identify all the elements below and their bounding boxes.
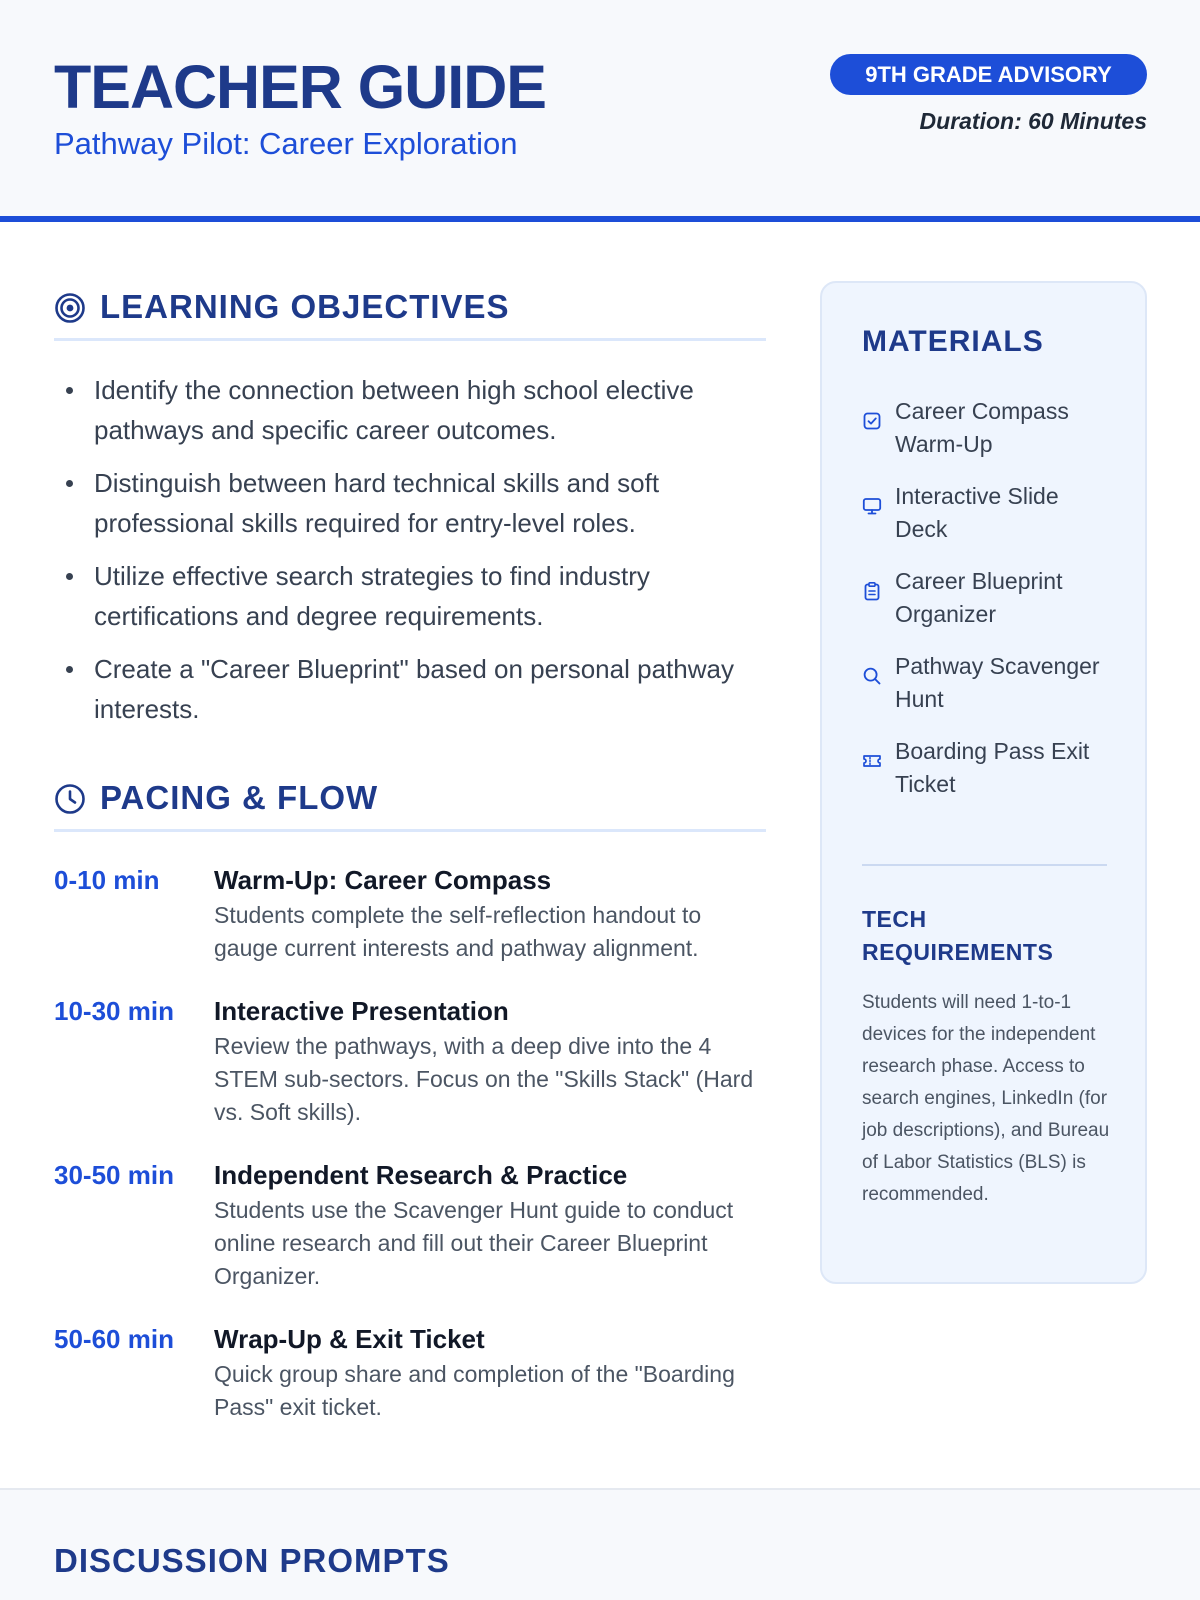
material-label: Pathway Scavenger Hunt — [895, 653, 1100, 712]
list-item: Identify the connection between high school elective pathways and specific career outcomes. — [54, 370, 766, 450]
list-item: Distinguish between hard technical skills and soft professional skills required for entry-level roles. — [54, 463, 766, 543]
grade-badge: 9TH GRADE ADVISORY — [830, 54, 1147, 95]
material-label: Boarding Pass Exit Ticket — [895, 738, 1090, 797]
pacing-row — [54, 1321, 766, 1424]
clipboard-icon — [862, 581, 882, 601]
tech-heading: TECH REQUIREMENTS — [862, 906, 1054, 965]
material-item — [862, 565, 1112, 631]
material-label: Career Compass Warm-Up — [895, 398, 1069, 457]
pacing-title: Interactive Presentation — [214, 996, 509, 1026]
objectives-list — [54, 370, 766, 742]
tech-description: Students will need 1-to-1 devices for the independent research phase. Access to search engines, LinkedIn (for job descriptions), and Bureau of Labor Statistics (BLS) is recommended. — [862, 992, 1110, 1205]
discussion-section — [0, 1488, 1200, 1600]
pacing-title: Wrap-Up & Exit Ticket — [214, 1324, 485, 1354]
pacing-description: Review the pathways, with a deep dive into the 4 STEM sub-sectors. Focus on the "Skills Stack" (Hard vs. Soft skills). — [214, 1033, 754, 1125]
material-item — [862, 735, 1112, 801]
list-item: Create a "Career Blueprint" based on personal pathway interests. — [54, 649, 766, 729]
pacing-time: 0-10 min — [54, 865, 160, 895]
objectives-heading-label: LEARNING OBJECTIVES — [100, 288, 510, 325]
material-label: Interactive Slide Deck — [895, 483, 1059, 542]
page-subtitle: Pathway Pilot: Career Exploration — [54, 126, 518, 161]
page-title: TEACHER GUIDE — [54, 53, 546, 121]
pacing-description: Quick group share and completion of the "Boarding Pass" exit ticket. — [214, 1361, 735, 1420]
materials-list — [862, 395, 1112, 820]
pacing-title: Independent Research & Practice — [214, 1160, 628, 1190]
pacing-title: Warm-Up: Career Compass — [214, 865, 552, 895]
materials-heading: MATERIALS — [862, 325, 1044, 358]
pacing-row — [54, 993, 766, 1129]
material-item — [862, 395, 1112, 461]
clock-icon — [54, 783, 86, 815]
checkbox-icon — [862, 411, 882, 431]
material-item — [862, 650, 1112, 716]
material-item — [862, 480, 1112, 546]
pacing-row — [54, 862, 766, 965]
sidebar-divider — [862, 864, 1107, 866]
list-item: Utilize effective search strategies to find industry certifications and degree requirements. — [54, 556, 766, 636]
pacing-description: Students use the Scavenger Hunt guide to conduct online research and fill out their Career Blueprint Organizer. — [214, 1197, 734, 1289]
ticket-icon — [862, 751, 882, 771]
pacing-time: 10-30 min — [54, 996, 174, 1026]
objectives-heading — [54, 281, 766, 341]
pacing-heading-label: PACING & FLOW — [100, 779, 379, 816]
pacing-time: 50-60 min — [54, 1324, 174, 1354]
discussion-heading: DISCUSSION PROMPTS — [54, 1542, 450, 1579]
target-icon — [54, 292, 86, 324]
pacing-row — [54, 1157, 766, 1293]
materials-panel — [820, 281, 1147, 1284]
duration-label: Duration: 60 Minutes — [919, 108, 1147, 134]
pacing-heading — [54, 772, 766, 832]
monitor-icon — [862, 496, 882, 516]
pacing-description: Students complete the self-reflection handout to gauge current interests and pathway alignment. — [214, 902, 702, 961]
material-label: Career Blueprint Organizer — [895, 568, 1063, 627]
pacing-time: 30-50 min — [54, 1160, 174, 1190]
page-header — [0, 0, 1200, 222]
search-icon — [862, 666, 882, 686]
pacing-list — [54, 862, 766, 1452]
